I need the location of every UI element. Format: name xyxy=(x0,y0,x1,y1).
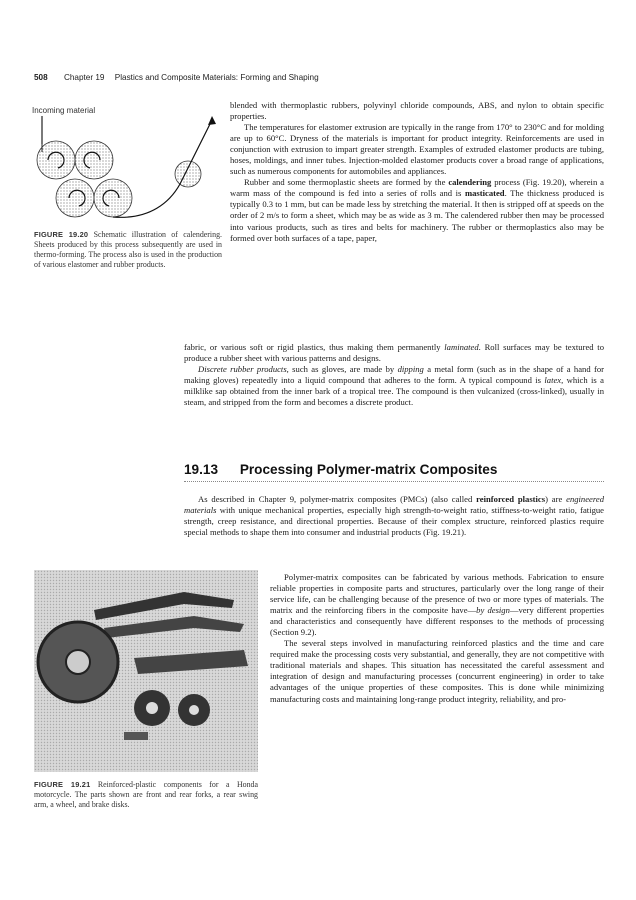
incoming-material-label: Incoming material xyxy=(32,106,96,115)
page-number: 508 xyxy=(34,73,48,82)
chapter-label: Chapter 19 xyxy=(63,73,105,82)
figure-19-21-caption xyxy=(34,780,258,810)
term-reinforced-plastics: reinforced plastics xyxy=(476,494,546,504)
motorcycle-parts-photo xyxy=(34,570,258,772)
section-number: 19.13 xyxy=(184,462,219,477)
caption-text: Reinforced-plastic components for a Honda motorcycle. The parts shown are front and rear forks, a rear swing arm, a wheel, and brake disks. xyxy=(34,780,258,809)
section-title: Processing Polymer-matrix Composites xyxy=(239,462,498,477)
calendering-diagram xyxy=(30,112,226,224)
caption-text: Schematic illustration of calendering. Sheets produced by this process subsequently are used in thermo-forming. The process also is used in the production of various elastomer and rubber products. xyxy=(34,230,222,269)
section-rule xyxy=(184,481,604,482)
brake-disk-2-hub xyxy=(189,705,199,715)
section-intro xyxy=(184,494,604,538)
roll-guide xyxy=(175,161,201,187)
roll-top-left xyxy=(37,141,75,179)
section-heading xyxy=(184,462,497,477)
paragraph: The temperatures for elastomer extrusion are typically in the range from 170° to 230°C and for molding are up to 60°C. Dryness of the materials is important for product integrity. Reinforcements are used in conjunction with extrusion to impart greater strength. Examples of extruded elastomer products are tubing, hoses, moldings, and inner tubes. Injection-molded elastomer products cover a broad range of applications, such as numerous components for automobiles and appliances. xyxy=(230,122,604,177)
term-discrete: Discrete rubber products xyxy=(198,364,287,375)
roll-bottom-left xyxy=(56,179,94,217)
term-calendering: calendering xyxy=(448,177,492,188)
term-by-design: by design xyxy=(476,605,510,616)
roll-top-right xyxy=(75,141,113,179)
paragraph: As described in Chapter 9, polymer-matrix composites (PMCs) (also called reinforced plastics) are engineered materials with unique mechanical properties, especially high strength-to-weight ratio, stiffness-to-weight ratio, fatigue strength, creep resistance, and directional properties. Because of their complex structure, reinforced plastics require special methods to shape them into consumer and industrial products (Fig. 19.21). xyxy=(184,494,604,538)
wheel-hub xyxy=(66,650,90,674)
term-latex: latex xyxy=(544,375,562,386)
body-column xyxy=(230,100,604,244)
section-body-column xyxy=(270,572,604,705)
term-dipping: dipping xyxy=(397,364,424,375)
figure-19-20-caption xyxy=(34,230,222,270)
small-part xyxy=(124,732,148,740)
paragraph: blended with thermoplastic rubbers, polyvinyl chloride compounds, ABS, and nylon to obtain specific properties. xyxy=(230,100,604,122)
paragraph: Discrete rubber products, such as gloves, are made by dipping a metal form (such as in the shape of a hand for making gloves) repeatedly into a liquid compound that adheres to the form. A typical compound is latex, which is a milklike sap obtained from the inner bark of a tropical tree. The compound is then vulcanized (cross-linked), usually in steam, and stripped from the form and becomes a discrete product. xyxy=(184,364,605,408)
exit-arrow xyxy=(208,116,216,125)
roll-bottom-right xyxy=(94,179,132,217)
chapter-title: Plastics and Composite Materials: Forming and Shaping xyxy=(114,73,319,82)
caption-label: FIGURE 19.20 xyxy=(34,230,89,239)
term-laminated: laminated xyxy=(444,342,479,352)
paragraph: Polymer-matrix composites can be fabricated by various methods. Fabrication to ensure reliable properties in composite parts and structures, particularly over the long range of their service life, can be challenging because of the presence of two or more types of materials. The matrix and the reinforcing fibers in the composite have—by design—very different properties and characteristics and consequently have different responses to the methods of processing (Section 9.2). xyxy=(270,572,604,638)
running-header xyxy=(34,73,319,82)
paragraph: The several steps involved in manufacturing reinforced plastics and the time and care required make the processing costs very substantial, and generally, they are not competitive with traditional materials and shapes. This situation has necessitated the careful assessment and integration of design and manufacturing processes (concurrent engineering) in order to take advantages of the unique properties of these composites. This is done while minimizing manufacturing costs and maintaining long-range product integrity, reliability, and pro- xyxy=(270,638,604,704)
term-engineered: engineered materials xyxy=(184,494,604,516)
caption-label: FIGURE 19.21 xyxy=(34,780,91,789)
brake-disk-1-hub xyxy=(146,702,158,714)
body-fullwidth xyxy=(184,342,604,408)
paragraph: Rubber and some thermoplastic sheets are formed by the calendering process (Fig. 19.20), wherein a warm mass of the compound is fed into a series of rolls and is masticated. The thickness produced is typically 0.3 to 1 mm, but can be made less by stretching the material. It then is stripped off at speeds on the order of 2 m/s to form a sheet, which may be as wide as 3 m. The calendered rubber then may be processed into various products, such as tires and belts for machinery. The rubber or thermoplastics also may be formed over both surfaces of a tape, paper, xyxy=(230,177,604,243)
paragraph: fabric, or various soft or rigid plastics, thus making them permanently laminated. Roll surfaces may be textured to produce a rubber sheet with various patterns and designs. xyxy=(184,342,604,364)
term-masticated: masticated xyxy=(464,188,505,199)
